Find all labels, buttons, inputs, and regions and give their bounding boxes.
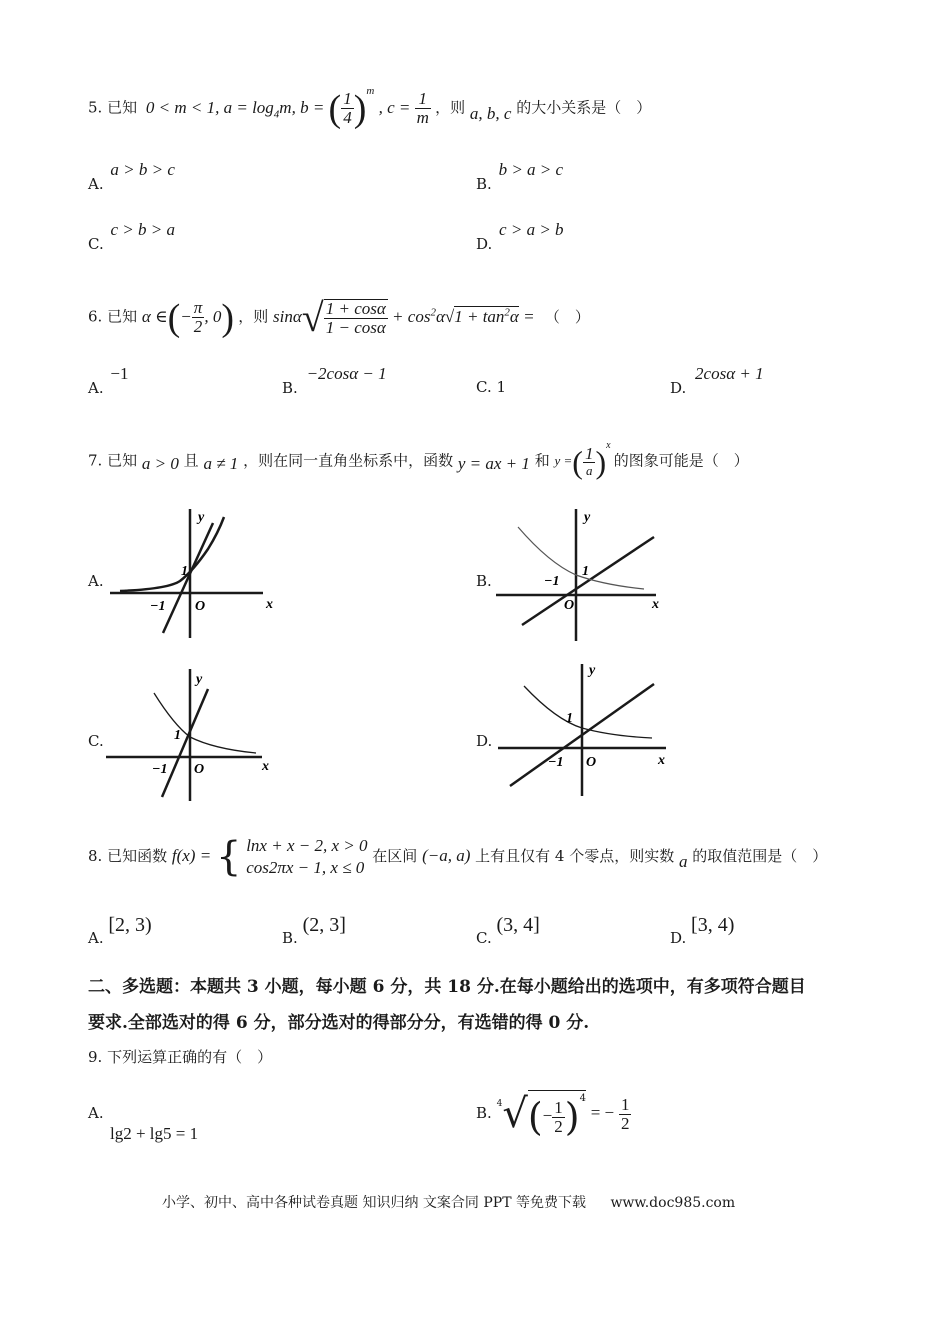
q6-number: 6. 已知 xyxy=(88,307,138,326)
y-axis-label: y xyxy=(198,510,205,525)
x-axis-label: x xyxy=(266,597,273,612)
x-axis-label: x xyxy=(652,597,659,612)
tick-one-label: 1 xyxy=(174,728,181,743)
q6-option-c[interactable]: C. 1 xyxy=(476,378,507,396)
q6-stem: 6. 已知 α ∈(− $\frac{\pi}{2}$ , 0) ，则 sinα√ $\frac{1 + \cos\alpha}{1 - \cos\alpha}$ + $\cos^2\alpha√1 + \tan^2\alpha$ = （ ） xyxy=(88,294,590,340)
q5-c-fraction: $\frac{1}{m}$ xyxy=(416,89,429,128)
y-axis-label: y xyxy=(196,672,203,687)
footer xyxy=(162,1192,735,1212)
q9-option-a[interactable]: A. lg2 + lg5 = 1 xyxy=(88,1104,199,1143)
q5-option-d[interactable]: D. c > a > b xyxy=(476,220,564,253)
tick-neg-one-label: −1 xyxy=(152,762,168,777)
q7-graph-c[interactable] xyxy=(104,665,284,805)
q7-number: 7. 已知 xyxy=(88,451,138,470)
q8-piecewise: lnx + x − 2, x > 0 cos2πx − 1, x ≤ 0 xyxy=(246,836,368,877)
q7-graph-b[interactable] xyxy=(494,505,674,645)
q5-stem: 5. 已知 0 < m < 1, $a = \log_4m$, b = ( $\frac{1}{4}$ )$^m$ , c = $\frac{1}{m}$ ，则 a, b, c 的大小关系是（ ） xyxy=(88,85,652,130)
q8-option-d[interactable]: D. [3, 4) xyxy=(670,914,735,947)
q5-option-b[interactable]: B. b > a > c xyxy=(476,160,564,193)
q8-number: 8. 已知函数 xyxy=(88,847,168,865)
exponential-curve xyxy=(154,693,256,753)
q6-expression: sinα√ $\frac{1 + \cos\alpha}{1 - \cos\alpha}$ + $\cos^2\alpha√1 + \tan^2\alpha$ = xyxy=(273,294,535,340)
footer-text: 小学、初中、高中各种试卷真题 知识归纳 文案合同 PPT 等免费下载 xyxy=(162,1195,586,1211)
y-axis-label: y xyxy=(589,663,596,678)
exponential-curve xyxy=(524,686,652,738)
q8-stem: 8. 已知函数 f(x) = { lnx + x − 2, x > 0 cos2πx − 1, x ≤ 0 在区间 (−a, a) 上有且仅有 4 个零点，则实数 a 的取值范围是（ ） xyxy=(88,834,828,880)
section-heading-line2: 要求.全部选对的得 6 分，部分选对的得部分分，有选错的得 0 分. xyxy=(88,1013,590,1033)
q9-stem: 9. 下列运算正确的有（ ） xyxy=(88,1048,273,1066)
q9-option-b[interactable]: B. $^4$√(− $\frac{1}{2}$ )$^4$ = − $\frac{1}{2}$ xyxy=(476,1091,630,1139)
q7-exp-function: y =( $\frac{1}{a}$ )$^x$ xyxy=(554,440,611,481)
q7-option-d-label[interactable]: D. xyxy=(476,732,493,750)
linear-line xyxy=(522,537,654,625)
origin-label: O xyxy=(195,599,206,614)
q6-option-a[interactable]: A. −1 xyxy=(88,364,129,397)
tick-neg-one-label: −1 xyxy=(150,599,166,614)
section-heading-line1: 二、多选题：本题共 3 小题，每小题 6 分，共 18 分.在每小题给出的选项中，有多项符合题目 xyxy=(88,977,806,997)
q5-number: 5. 已知 xyxy=(88,98,138,117)
origin-label: O xyxy=(564,598,575,613)
linear-line xyxy=(162,689,208,797)
tick-neg-one-label: −1 xyxy=(544,574,560,589)
q6-condition: α ∈(− $\frac{\pi}{2}$ , 0) xyxy=(141,296,234,339)
q6-option-b[interactable]: B. −2cosα − 1 xyxy=(282,364,387,397)
tick-neg-one-label: −1 xyxy=(548,755,564,770)
q5-fraction: $\frac{1}{4}$ xyxy=(343,89,352,128)
exponential-curve xyxy=(120,517,224,591)
origin-label: O xyxy=(194,762,205,777)
q7-graph-a[interactable] xyxy=(108,505,288,640)
q8-option-c[interactable]: C. (3, 4] xyxy=(476,914,540,947)
q7-stem: 7. 已知 a > 0 且 a ≠ 1 ，则在同一直角坐标系中，函数 y = ax + 1 和 y =( $\frac{1}{a}$ )$^x$ 的图象可能是（ ） xyxy=(88,440,749,481)
x-axis-label: x xyxy=(262,759,269,774)
q5-option-c[interactable]: C. c > b > a xyxy=(88,220,175,253)
x-axis-label: x xyxy=(658,753,665,768)
linear-line xyxy=(163,523,213,633)
q7-option-c-label[interactable]: C. xyxy=(88,732,104,750)
q5-condition: 0 < m < 1, $a = \log_4m$, b = ( $\frac{1}{4}$ )$^m$ , c = $\frac{1}{m}$ xyxy=(145,85,429,130)
y-axis-label: y xyxy=(584,510,591,525)
q7-option-b-label[interactable]: B. xyxy=(476,572,492,590)
q8-option-b[interactable]: B. (2, 3] xyxy=(282,914,346,947)
footer-url[interactable]: www.doc985.com xyxy=(610,1195,736,1211)
q7-graph-d[interactable] xyxy=(496,660,676,800)
q8-option-a[interactable]: A. [2, 3) xyxy=(88,914,152,947)
q6-option-d[interactable]: D. 2cosα + 1 xyxy=(670,364,764,397)
tick-one-label: 1 xyxy=(566,711,573,726)
q5-vars: a, b, c xyxy=(469,103,512,123)
tick-one-label: 1 xyxy=(181,564,188,579)
origin-label: O xyxy=(586,755,597,770)
q7-option-a-label[interactable]: A. xyxy=(88,572,104,590)
tick-one-label: 1 xyxy=(582,564,589,579)
q5-option-a[interactable]: A. a > b > c xyxy=(88,160,175,193)
exponential-curve xyxy=(518,527,644,589)
